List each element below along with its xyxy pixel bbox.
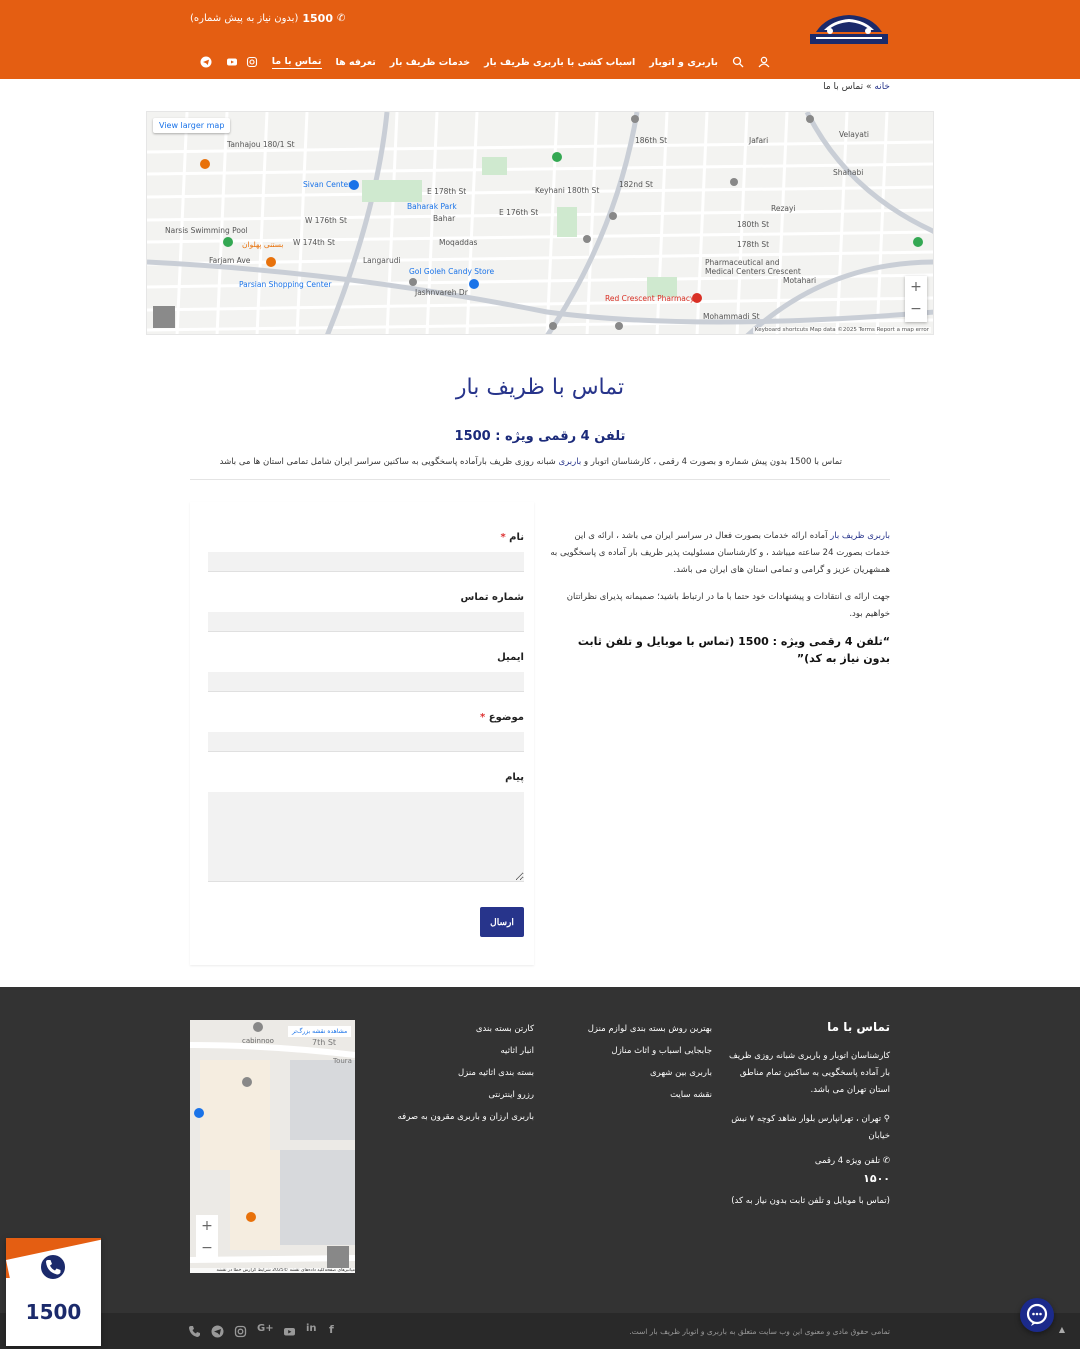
special-phone-heading: تلفن 4 رقمی ویژه : 1500 (454, 429, 626, 444)
breadcrumb-separator: » (865, 82, 872, 92)
telegram-icon[interactable] (200, 56, 212, 68)
footer-address: ⚲ تهران ، تهرانپارس بلوار شاهد کوچه ۷ نبش خیابان (731, 1114, 890, 1141)
message-label: پیام (505, 772, 524, 783)
footer-map-link[interactable]: مشاهده نقشه بزرگ‌تر (288, 1026, 351, 1037)
footer-link[interactable]: بهترین روش بسته بندی لوازم منزل (587, 1024, 712, 1034)
map-label: 186th St (635, 136, 668, 145)
phone-label: شماره تماس (460, 592, 524, 603)
footer-map-attribution: میانبرهای صفحه‌کلید داده‌های نقشه ©2025 شرایط گزارش خطا در نقشه (190, 1268, 355, 1273)
contact-form (190, 502, 534, 965)
copyright: تمامی حقوق مادی و معنوی این وب سایت متعلق به باربری و اتوبار ظریف بار است. (629, 1327, 890, 1336)
telegram-icon[interactable] (211, 1323, 224, 1336)
map-label: E 178th St (427, 187, 467, 196)
map-label: Jashnvareh Dr (415, 288, 468, 297)
youtube-icon[interactable] (283, 1323, 296, 1336)
facebook-icon[interactable]: f (329, 1323, 334, 1336)
map-label: Jafari (749, 136, 769, 145)
zoom-in-icon[interactable]: + (201, 1218, 213, 1234)
map-label: Farjam Ave (209, 256, 251, 265)
google-map[interactable] (146, 111, 934, 335)
map-label: Velayati (839, 130, 869, 139)
map-label: 178th St (737, 240, 770, 249)
map-label: 182nd St (619, 180, 653, 189)
map-label: Pharmaceutical and Medical Centers Crescent (705, 258, 801, 276)
map-label: 180th St (737, 220, 770, 229)
site-logo[interactable] (806, 10, 892, 46)
site-footer (0, 987, 1080, 1313)
instagram-icon[interactable] (246, 56, 258, 68)
map-label: Gol Goleh Candy Store (409, 267, 495, 276)
location-icon: ⚲ (883, 1114, 890, 1124)
map-label: Shahabi (833, 168, 864, 177)
map-label: 7th St (312, 1038, 337, 1047)
map-zoom-controls[interactable] (905, 276, 927, 322)
map-label: Rezayi (771, 204, 796, 213)
zoom-in-icon[interactable]: + (910, 279, 922, 295)
footer-contact (725, 1020, 890, 1210)
nav-item-contact[interactable]: تماس با ما (271, 55, 322, 67)
map-label: Parsian Shopping Center (239, 280, 332, 289)
linkedin-icon[interactable]: in (306, 1323, 317, 1334)
email-field[interactable] (208, 672, 524, 692)
footer-phone-label: ✆ تلفن ویژه 4 رقمی (814, 1156, 890, 1166)
submit-button[interactable]: ارسال (480, 907, 524, 937)
phone-icon[interactable] (188, 1323, 201, 1336)
footer-links-col-1 (588, 1024, 712, 1112)
map-label: W 174th St (293, 238, 335, 247)
phone-icon: ✆ (337, 13, 346, 24)
subject-label: موضوع * (480, 712, 524, 723)
info-paragraph: باربری ظریف بار آماده ارائه خدمات بصورت فعال در سراسر ایران می باشد ، ارائه ی این خدمات بصورت 24 ساعته میباشد ، و کارشناسان مسئولیت پذیر ظریف بار آماده ی پاسخگویی به همشهریان عزیز و گرامی و تمامی استان های ایران می باشد. (550, 531, 890, 575)
map-label: بستنی پهلوان (242, 240, 284, 249)
message-field[interactable] (208, 792, 524, 882)
subject-field[interactable] (208, 732, 524, 752)
nav-item-moving[interactable]: باربری و اتوبار (649, 56, 718, 68)
breadcrumb (823, 82, 890, 92)
map-label: cabinnoo (242, 1037, 274, 1045)
google-plus-icon[interactable]: G+ (257, 1323, 274, 1334)
instagram-icon[interactable] (234, 1323, 247, 1336)
contact-header (190, 347, 890, 480)
email-label: ایمیل (497, 652, 524, 663)
footer-link[interactable]: رزرو اینترنتی (488, 1090, 534, 1100)
main-nav (271, 53, 770, 71)
zoom-out-icon[interactable]: − (910, 301, 922, 317)
map-label: Red Crescent Pharmacy (605, 294, 695, 303)
view-larger-map-link[interactable]: View larger map (153, 118, 230, 133)
breadcrumb-current: تماس با ما (823, 82, 864, 92)
footer-link[interactable]: جابجایی اسباب و اثاث منازل (611, 1046, 712, 1056)
moving-link[interactable]: باربری (558, 457, 582, 467)
map-label: Narsis Swimming Pool (165, 226, 248, 235)
zoom-out-icon[interactable]: − (201, 1240, 213, 1256)
nav-item-services[interactable]: خدمات ظریف بار (389, 56, 471, 68)
map-label: E 176th St (499, 208, 539, 217)
phone-icon (38, 1252, 68, 1282)
footer-link[interactable]: باربری بین شهری (650, 1068, 712, 1078)
footer-map-zoom[interactable] (196, 1215, 218, 1261)
youtube-icon[interactable] (226, 56, 238, 68)
footer-contact-text: کارشناسان اتوبار و باربری شبانه روزی ظریف بار آماده پاسخگویی به ساکنین تمام مناطق استان تهران می باشد. (728, 1051, 890, 1095)
phone-icon: ✆ (882, 1156, 890, 1166)
info-paragraph: جهت ارائه ی انتقادات و پیشنهادات خود حتما با ما در ارتباط باشید؛ صمیمانه پذیرای نظراتتان خواهیم بود. (566, 592, 890, 619)
contact-info (550, 528, 890, 677)
footer-link[interactable]: انبار اثاثیه (500, 1046, 534, 1056)
footer-link[interactable]: بسته بندی اثاثیه منزل (457, 1068, 534, 1078)
map-label: Sivan Center (303, 180, 352, 189)
floating-phone-number: 1500 (25, 1300, 82, 1324)
user-icon[interactable] (758, 56, 770, 68)
header-phone-number: 1500 (302, 12, 333, 25)
scroll-top-icon[interactable]: ▲ (1058, 1325, 1066, 1334)
phone-field[interactable] (208, 612, 524, 632)
map-label: W 176th St (305, 216, 347, 225)
site-header (0, 0, 1080, 79)
header-phone-note: (بدون نیاز به پیش شماره) (190, 13, 299, 24)
map-label: Langarudi (363, 256, 401, 265)
footer-link[interactable]: باربری ارزان و باربری مقرون به صرفه (397, 1112, 534, 1122)
footer-contact-title: تماس با ما (827, 1020, 890, 1034)
header-phone[interactable] (190, 12, 345, 25)
info-phone-quote: “تلفن 4 رقمی ویژه : 1500 (تماس با موبایل و تلفن ثابت بدون نیاز به کد)” (577, 635, 890, 665)
footer-phone-value[interactable]: ۱۵۰۰ (863, 1172, 890, 1185)
map-label: Bahar (433, 214, 456, 223)
search-icon[interactable] (732, 56, 744, 68)
floating-phone-card[interactable] (6, 1238, 101, 1346)
name-label: نام * (500, 532, 524, 543)
nav-item-tariffs[interactable]: تعرفه ها (335, 56, 376, 68)
nav-item-relocation[interactable]: اسباب کشی با باربری ظریف بار (484, 56, 636, 68)
name-field[interactable] (208, 552, 524, 572)
footer-links-col-2 (398, 1024, 534, 1134)
map-label: Baharak Park (407, 202, 457, 211)
contact-description: تماس با 1500 بدون پیش شماره و بصورت 4 رقمی ، کارشناسان اتوبار و باربری شبانه روزی ظریف بارآماده پاسخگویی به ساکنین سراسر ایران شامل تمامی استان ها می باشد (219, 457, 842, 467)
map-label: Keyhani 180th St (535, 186, 600, 195)
social-links (188, 1323, 342, 1336)
chat-button[interactable] (1020, 1298, 1054, 1332)
footer-map[interactable] (190, 1020, 355, 1273)
page-title: تماس با ظریف بار (455, 375, 625, 400)
map-attribution: Keyboard shortcuts Map data ©2025 Terms Report a map error (754, 327, 929, 333)
map-label: Motahari (783, 276, 817, 285)
map-label: Toura (333, 1057, 352, 1065)
bottom-bar (0, 1313, 1080, 1349)
map-label: Tanhajou 180/1 St (227, 140, 295, 149)
footer-phone-note: (تماس با موبایل و تلفن ثابت بدون نیاز به کد) (731, 1196, 890, 1206)
breadcrumb-home[interactable]: خانه (874, 82, 890, 92)
map-label: Moqaddas (439, 238, 478, 247)
footer-link[interactable]: کارتن بسته بندی (475, 1024, 534, 1034)
company-link[interactable]: باربری ظریف بار (830, 531, 890, 541)
footer-link[interactable]: نقشه سایت (670, 1090, 712, 1100)
map-label: Mohammadi St (703, 312, 760, 321)
